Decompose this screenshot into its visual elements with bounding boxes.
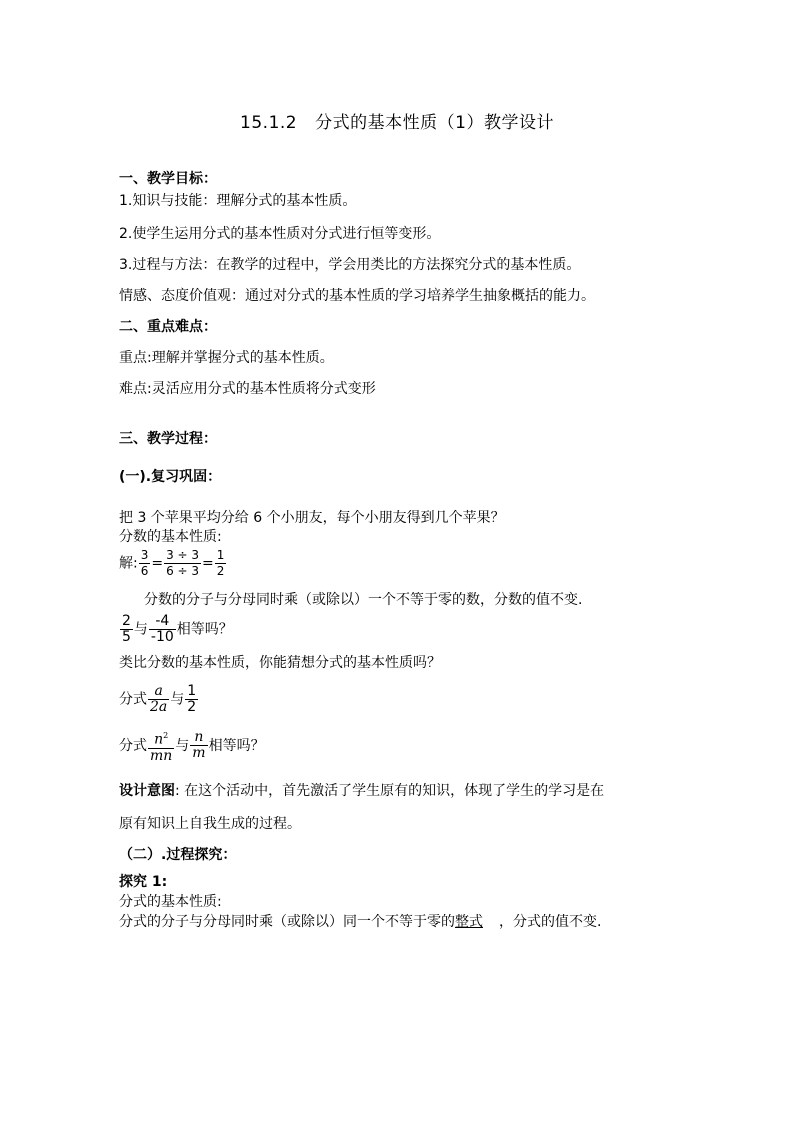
- objective-item-2: 2.使学生运用分式的基本性质对分式进行恒等变形。: [119, 226, 441, 242]
- apple-question: 把 3 个苹果平均分给 6 个小朋友，每个小朋友得到几个苹果？: [119, 510, 505, 526]
- underlined-term: 整式: [455, 914, 483, 930]
- algebraic-property-label: 分式的基本性质:: [119, 894, 222, 910]
- section1-heading: 一、教学目标：: [119, 171, 217, 187]
- fraction-rule: 分数的分子与分母同时乘（或除以）一个不等于零的数，分数的值不变.: [144, 592, 583, 608]
- equals-sign: =: [202, 555, 214, 572]
- fraction-div-3: $\frac{3 \div 3}{6 \div 3}$: [166, 548, 200, 578]
- fraction-n2-mn: $\frac{n^2}{mn}$: [148, 728, 174, 764]
- analogy-question: 类比分数的基本性质，你能猜想分式的基本性质吗？: [119, 655, 441, 671]
- part2-heading: （二）.过程探究：: [119, 847, 237, 863]
- design-intent-cont: 原有知识上自我生成的过程。: [119, 816, 301, 832]
- title-text: 分式的基本性质（1）教学设计: [315, 113, 554, 133]
- explore-1-label: 探究 1:: [119, 874, 168, 890]
- objective-item-1: 1.知识与技能：理解分式的基本性质。: [119, 193, 357, 209]
- fraction-neg4-neg10: $\frac{-4}{-10}$: [150, 613, 174, 645]
- key-point: 重点:理解并掌握分式的基本性质。: [119, 350, 334, 366]
- title-code: 15.1.2: [240, 113, 298, 133]
- algebraic-fraction-q2: 分式 $\frac{n^2}{mn}$ 与 $\frac{n}{m}$ 相等吗？: [119, 729, 265, 764]
- part1-heading: (一).复习巩固：: [119, 469, 222, 485]
- section3-heading: 三、教学过程：: [119, 431, 217, 447]
- design-label: 设计意图: [119, 783, 175, 799]
- fraction-3-6: $\frac{3}{6}$: [140, 548, 149, 578]
- fraction-n-m: $\frac{n}{m}$: [192, 729, 206, 762]
- fraction-1-2: $\frac{1}{2}$: [216, 548, 225, 578]
- fraction-1-2-b: $\frac{1}{2}$: [187, 683, 197, 715]
- difficult-point: 难点:灵活应用分式的基本性质将分式变形: [119, 381, 376, 397]
- solution-label: 解:: [119, 555, 138, 572]
- objective-item-4: 情感、态度价值观：通过对分式的基本性质的学习培养学生抽象概括的能力。: [119, 288, 595, 304]
- page-title: [0, 108, 794, 133]
- objective-item-3: 3.过程与方法：在教学的过程中，学会用类比的方法探究分式的基本性质。: [119, 257, 581, 273]
- algebraic-fraction-rule: 分式的分子与分母同时乘（或除以）同一个不等于零的整式 ，分式的值不变.: [119, 914, 602, 930]
- design-intent: 设计意图: 在这个活动中，首先激活了学生原有的知识，体现了学生的学习是在: [119, 783, 605, 799]
- section2-heading: 二、重点难点：: [119, 319, 217, 335]
- algebraic-fraction-q1: 分式 $\frac{a}{2a}$ 与 $\frac{1}{2}$: [119, 683, 197, 715]
- fraction-a-2a: $\frac{a}{2a}$: [150, 683, 168, 715]
- fraction-2-5: $\frac{2}{5}$: [122, 613, 131, 645]
- compare-fractions: $\frac{2}{5}$ 与 $\frac{-4}{-10}$ 相等吗？: [122, 613, 233, 645]
- fraction-property-label: 分数的基本性质:: [119, 529, 222, 545]
- solution-equation: [119, 548, 227, 579]
- equals-sign: =: [151, 555, 164, 572]
